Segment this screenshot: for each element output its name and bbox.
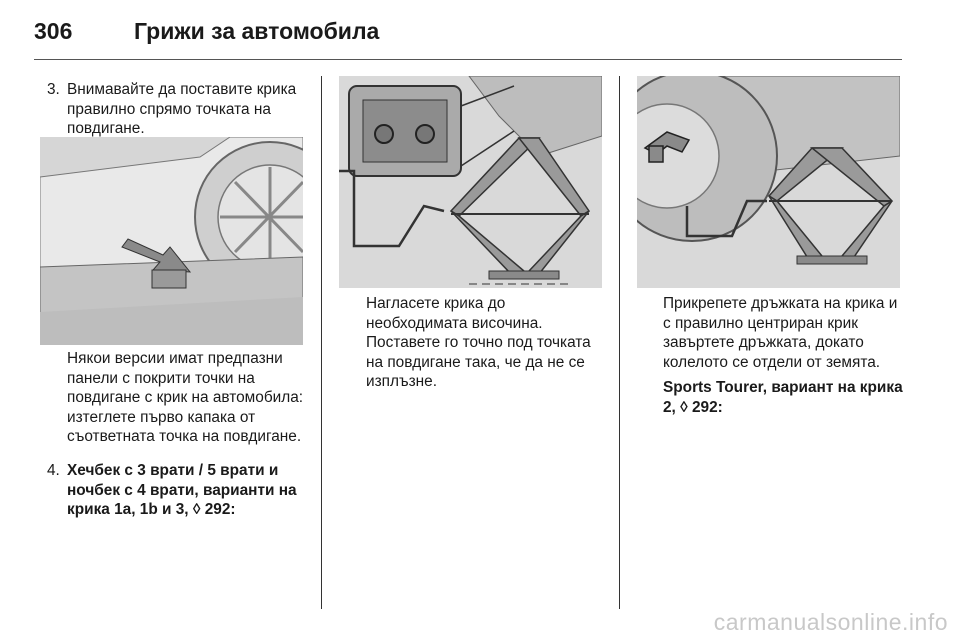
col2-text: Нагласете крика до необходимата височина. Поставете го точно под точката на повдигане така, че да не се изплъзне. [366,295,591,390]
chapter-title: Грижи за автомобила [134,18,380,44]
jack-raising-illustration [637,76,900,288]
step-text: Внимавайте да поставите крика правилно спрямо точката на повдигане. [67,81,297,137]
col3-bold-paragraph: Sports Tourer, вариант на крика 2, ◊ 292: [663,379,903,416]
note-text: Някои версии имат предпазни панели с покрити точки на повдигане с крик на автомобила: изтеглете първо капака от съответната точка на повдигане. [67,350,304,445]
watermark: carmanualsonline.info [713,609,948,635]
col3-paragraph: Прикрепете дръжката на крика и с правилно центриран крик завъртете дръжката, докато колелото се отдели от земята. [663,295,898,371]
step-4 [47,461,307,520]
step-number: 4. [47,462,60,479]
column-divider [619,76,620,609]
step-number: 3. [47,81,60,98]
jack-under-car-illustration [339,76,602,288]
header-rule [34,59,902,60]
page-number: 306 [34,18,73,44]
jack-point-illustration [40,137,303,345]
step-text: Хечбек с 3 врати / 5 врати и ночбек с 4 врати, варианти на крика 1a, 1b и 3, ◊ 292: [67,462,297,518]
column-divider [321,76,322,609]
page-header [34,14,914,54]
col3-text [663,294,903,423]
step-3 [47,80,307,139]
